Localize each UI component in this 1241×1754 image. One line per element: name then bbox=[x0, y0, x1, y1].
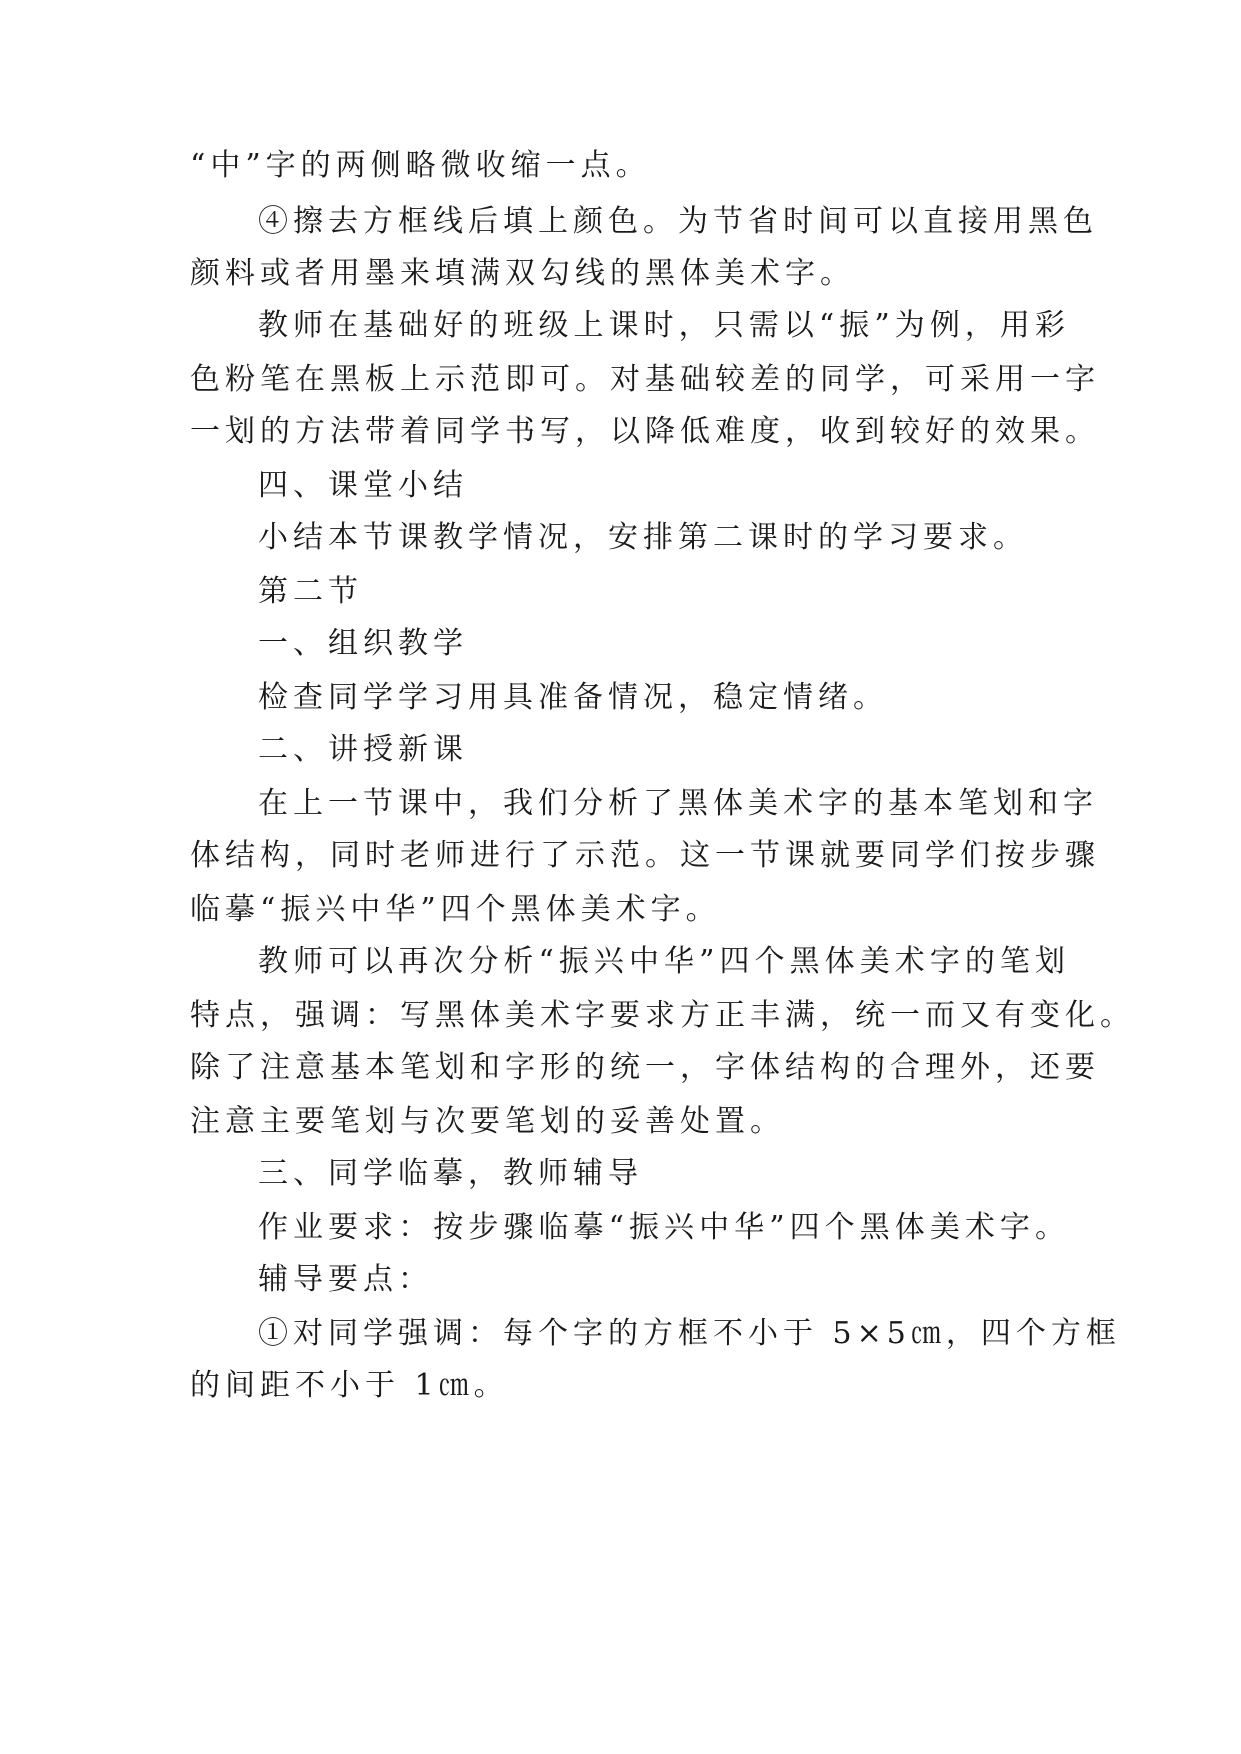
text-line: 小结本节课教学情况，安排第二课时的学习要求。 bbox=[258, 520, 1028, 555]
text-line: 作业要求：按步骤临摹“振兴中华”四个黑体美术字。 bbox=[258, 1210, 1070, 1245]
section-heading: 四、课堂小结 bbox=[258, 468, 468, 503]
text-line: 色粉笔在黑板上示范即可。对基础较差的同学，可采用一字 bbox=[190, 362, 1100, 397]
text-line: 一划的方法带着同学书写，以降低难度，收到较好的效果。 bbox=[190, 414, 1100, 449]
section-heading: 一、组织教学 bbox=[258, 626, 468, 661]
text-line: 颜料或者用墨来填满双勾线的黑体美术字。 bbox=[190, 256, 855, 291]
text-line: 在上一节课中，我们分析了黑体美术字的基本笔划和字 bbox=[258, 786, 1098, 821]
text-line: “中”字的两侧略微收缩一点。 bbox=[190, 148, 651, 183]
text-line: 注意主要笔划与次要笔划的妥善处置。 bbox=[190, 1104, 785, 1139]
text-line: 临摹“振兴中华”四个黑体美术字。 bbox=[190, 892, 721, 927]
text-line: 特点，强调：写黑体美术字要求方正丰满，统一而又有变化。 bbox=[190, 998, 1135, 1033]
text-line: 教师可以再次分析“振兴中华”四个黑体美术字的笔划 bbox=[258, 944, 1070, 979]
text-line: 辅导要点： bbox=[258, 1262, 433, 1297]
text-line: ④擦去方框线后填上颜色。为节省时间可以直接用黑色 bbox=[258, 204, 1098, 239]
section-heading: 二、讲授新课 bbox=[258, 732, 468, 767]
section-heading: 三、同学临摹，教师辅导 bbox=[258, 1156, 643, 1191]
text-line: 教师在基础好的班级上课时，只需以“振”为例，用彩 bbox=[258, 308, 1070, 343]
text-line: ①对同学强调：每个字的方框不小于 5×5㎝，四个方框 bbox=[258, 1316, 1121, 1351]
text-line: 体结构，同时老师进行了示范。这一节课就要同学们按步骤 bbox=[190, 838, 1100, 873]
text-line: 除了注意基本笔划和字形的统一，字体结构的合理外，还要 bbox=[190, 1050, 1100, 1085]
text-line: 检查同学学习用具准备情况，稳定情绪。 bbox=[258, 680, 888, 715]
section-heading: 第二节 bbox=[258, 574, 363, 609]
text-line: 的间距不小于 1㎝。 bbox=[190, 1368, 509, 1403]
